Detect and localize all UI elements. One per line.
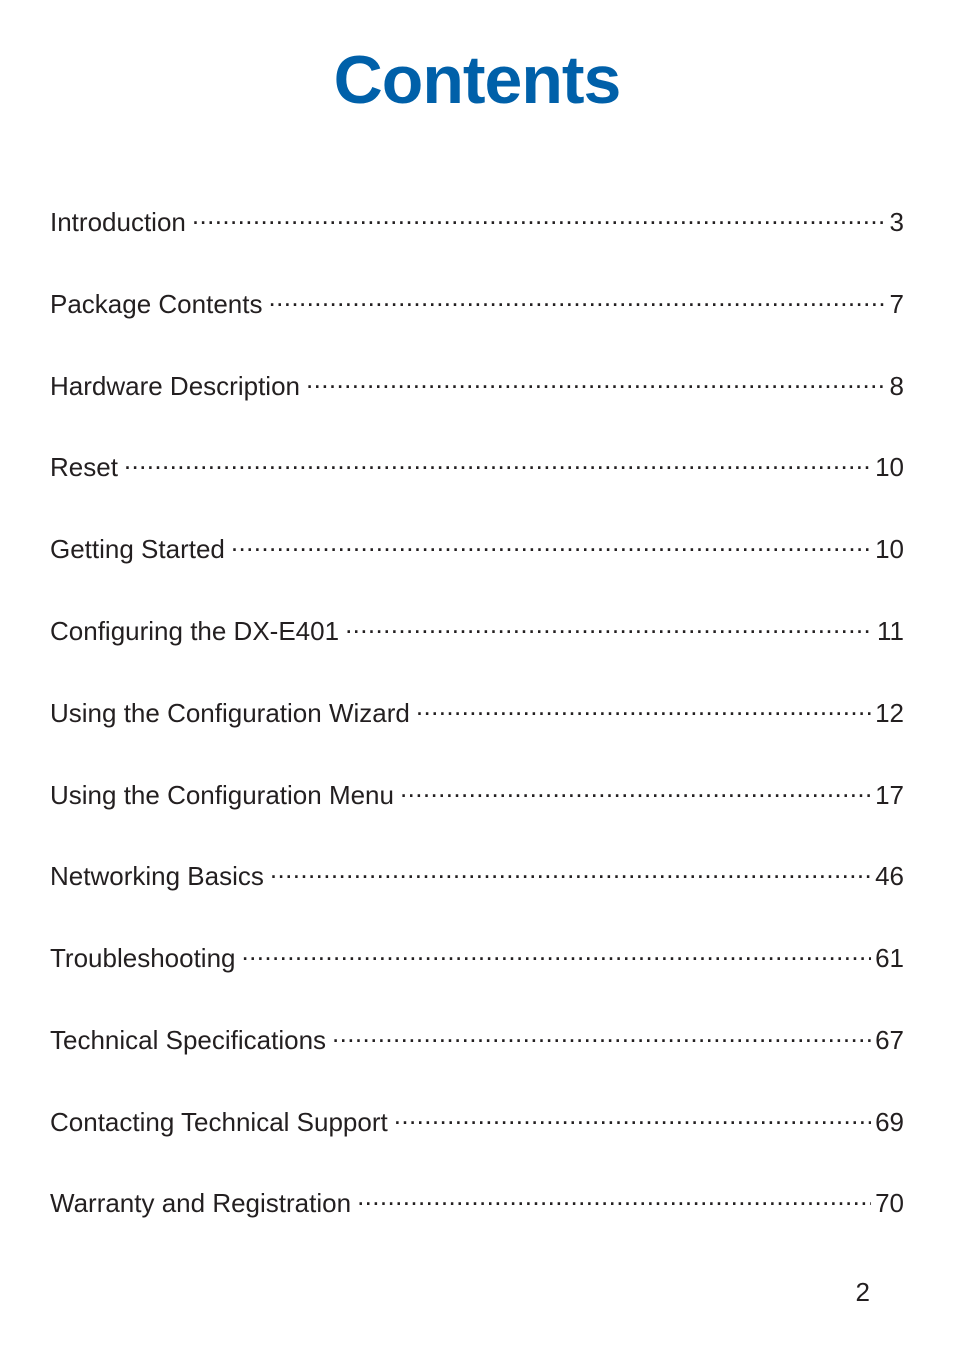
toc-entry-package-contents[interactable] <box>50 281 904 319</box>
toc-dot-leader <box>416 690 871 722</box>
toc-entry-configuring[interactable] <box>50 608 904 646</box>
toc-entry-configuration-wizard[interactable] <box>50 690 904 728</box>
toc-entry-page: 12 <box>875 698 904 728</box>
toc-entry-label: Contacting Technical Support <box>50 1107 388 1137</box>
toc-entry-label: Introduction <box>50 207 186 237</box>
toc-entry-introduction[interactable] <box>50 199 904 237</box>
toc-entry-label: Warranty and Registration <box>50 1188 352 1218</box>
toc-entry-page: 10 <box>875 534 904 564</box>
toc-entry-label: Troubleshooting <box>50 943 236 973</box>
toc-dot-leader <box>345 608 873 640</box>
toc-dot-leader <box>394 1099 871 1131</box>
toc-entry-page: 3 <box>889 207 904 237</box>
toc-entry-label: Reset <box>50 452 118 482</box>
toc-entry-configuration-menu[interactable] <box>50 772 904 810</box>
toc-dot-leader <box>332 1017 871 1049</box>
toc-entry-label: Package Contents <box>50 289 263 319</box>
toc-entry-label: Configuring the DX-E401 <box>50 616 340 646</box>
toc-dot-leader <box>400 772 871 804</box>
toc-entry-networking-basics[interactable] <box>50 853 904 891</box>
toc-entry-page: 70 <box>875 1188 904 1218</box>
toc-dot-leader <box>124 444 871 476</box>
toc-entry-getting-started[interactable] <box>50 526 904 564</box>
toc-dot-leader <box>268 281 885 313</box>
toc-dot-leader <box>306 363 886 395</box>
toc-dot-leader <box>242 935 872 967</box>
toc-entry-page: 69 <box>875 1107 904 1137</box>
toc-entry-page: 61 <box>875 943 904 973</box>
toc-entry-page: 46 <box>875 861 904 891</box>
toc-entry-hardware-description[interactable] <box>50 363 904 401</box>
toc-entry-page: 67 <box>875 1025 904 1055</box>
toc-entry-page: 8 <box>889 371 904 401</box>
toc-dot-leader <box>357 1180 871 1212</box>
page-number: 2 <box>855 1277 870 1307</box>
toc-dot-leader <box>231 526 871 558</box>
toc-entry-page: 11 <box>877 616 904 646</box>
toc-entry-label: Networking Basics <box>50 861 264 891</box>
toc-entry-reset[interactable] <box>50 444 904 482</box>
toc-entry-label: Using the Configuration Wizard <box>50 698 410 728</box>
page-title: Contents <box>333 42 621 118</box>
toc-entry-technical-support[interactable] <box>50 1099 904 1137</box>
toc-dot-leader <box>270 853 871 885</box>
toc-entry-technical-specifications[interactable] <box>50 1017 904 1055</box>
toc-entry-warranty-registration[interactable] <box>50 1180 904 1218</box>
toc-entry-page: 10 <box>875 452 904 482</box>
toc-dot-leader <box>192 199 886 231</box>
toc-entry-label: Technical Specifications <box>50 1025 327 1055</box>
toc-entry-page: 7 <box>889 289 904 319</box>
toc-entry-page: 17 <box>875 780 904 810</box>
toc-entry-label: Using the Configuration Menu <box>50 780 394 810</box>
toc-entry-label: Hardware Description <box>50 371 300 401</box>
toc-entry-troubleshooting[interactable] <box>50 935 904 973</box>
toc-entry-label: Getting Started <box>50 534 225 564</box>
